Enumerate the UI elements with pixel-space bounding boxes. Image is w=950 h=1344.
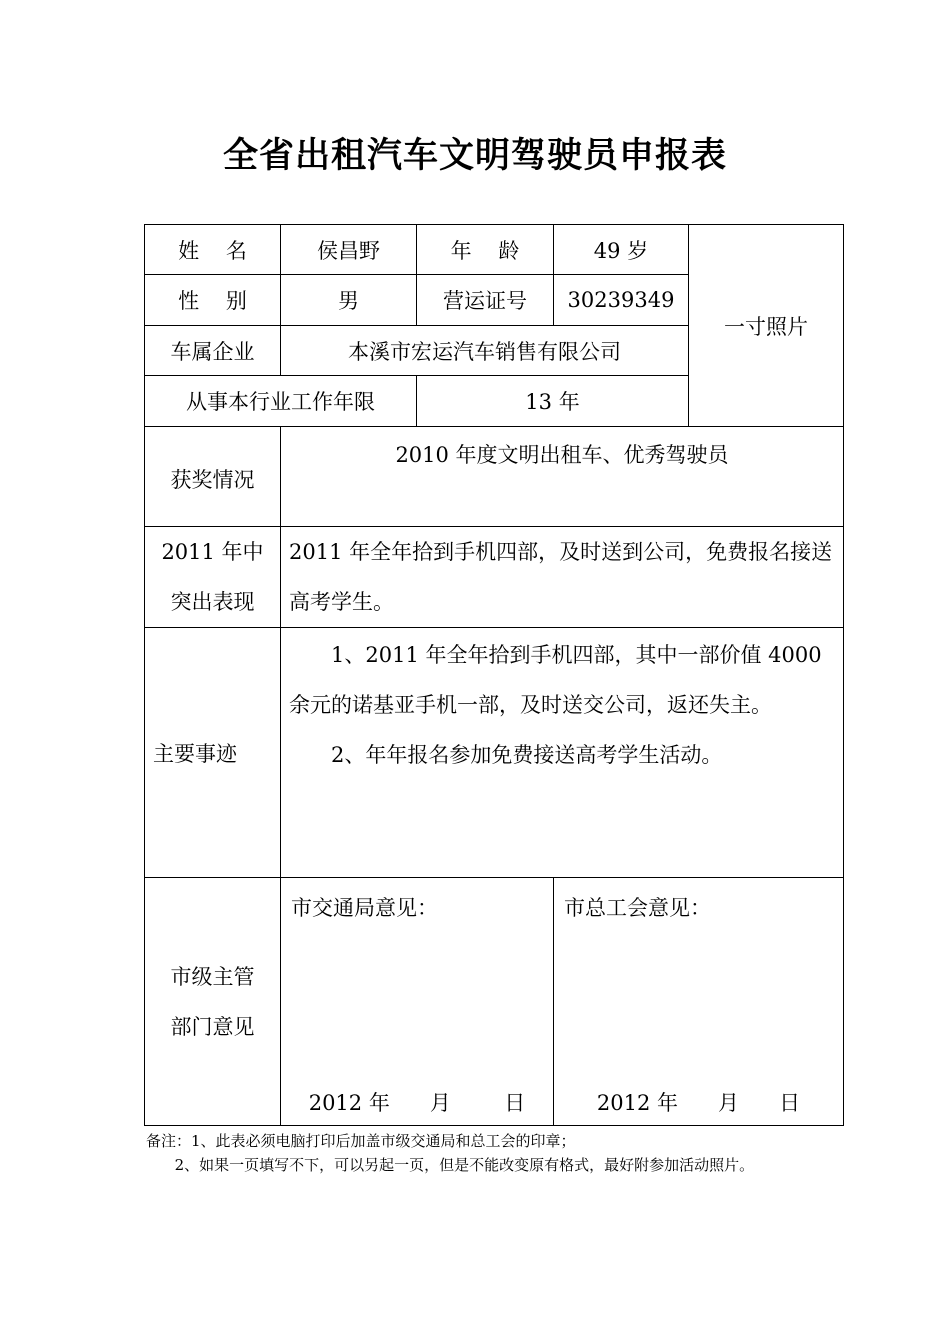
gender-label: 性 别 [145,275,281,326]
company-value: 本溪市宏运汽车销售有限公司 [281,326,689,376]
deeds-paragraph-2: 2、年年报名参加免费接送高考学生活动。 [331,743,723,767]
performance-label-line-2: 突出表现 [170,590,255,614]
union-opinion-box [554,878,844,1126]
transport-opinion-label: 市交通局意见： [291,896,438,920]
page-title: 全省出租汽车文明驾驶员申报表 [222,136,727,176]
opinion-label-line-1: 市级主管 [170,964,255,989]
age-value: 49 岁 [554,225,689,275]
years-value: 13 年 [417,376,689,427]
photo-box: 一寸照片 [689,225,844,427]
performance-value: 2011 年全年拾到手机四部，及时送到公司，免费报名接送高考学生。 [281,527,844,628]
awards-text: 2010 年度文明出租车、优秀驾驶员 [395,443,729,467]
name-value: 侯昌野 [281,225,417,275]
application-form [144,224,844,1126]
deeds-label: 主要事迹 [145,628,281,878]
gender-value: 男 [281,275,417,326]
deeds-value [281,628,844,878]
footnote-1: 备注：1、此表必须电脑打印后加盖市级交通局和总工会的印章； [146,1132,576,1150]
license-label: 营运证号 [417,275,554,326]
union-date: 2012 年 月 日 [596,1091,801,1115]
company-label: 车属企业 [145,326,281,376]
license-value: 30239349 [554,275,689,326]
transport-opinion-box [281,878,554,1126]
union-opinion-label: 市总工会意见： [564,896,711,920]
awards-value [281,427,844,527]
transport-date: 2012 年 月 日 [308,1091,526,1115]
opinion-label-line-2: 部门意见 [170,1014,255,1039]
years-label: 从事本行业工作年限 [145,376,417,427]
performance-label-line-1: 2011 年中 [161,540,264,564]
performance-label [145,527,281,628]
footnote-2: 2、如果一页填写不下，可以另起一页，但是不能改变原有格式，最好附参加活动照片。 [146,1156,755,1174]
footnotes [146,1129,754,1177]
deeds-paragraph-1: 1、2011 年全年拾到手机四部，其中一部价值 4000 余元的诺基亚手机一部，及时送交公司，返还失主。 [289,643,822,717]
name-label: 姓 名 [145,225,281,275]
awards-label: 获奖情况 [145,427,281,527]
age-label: 年 龄 [417,225,554,275]
opinion-label [145,878,281,1126]
